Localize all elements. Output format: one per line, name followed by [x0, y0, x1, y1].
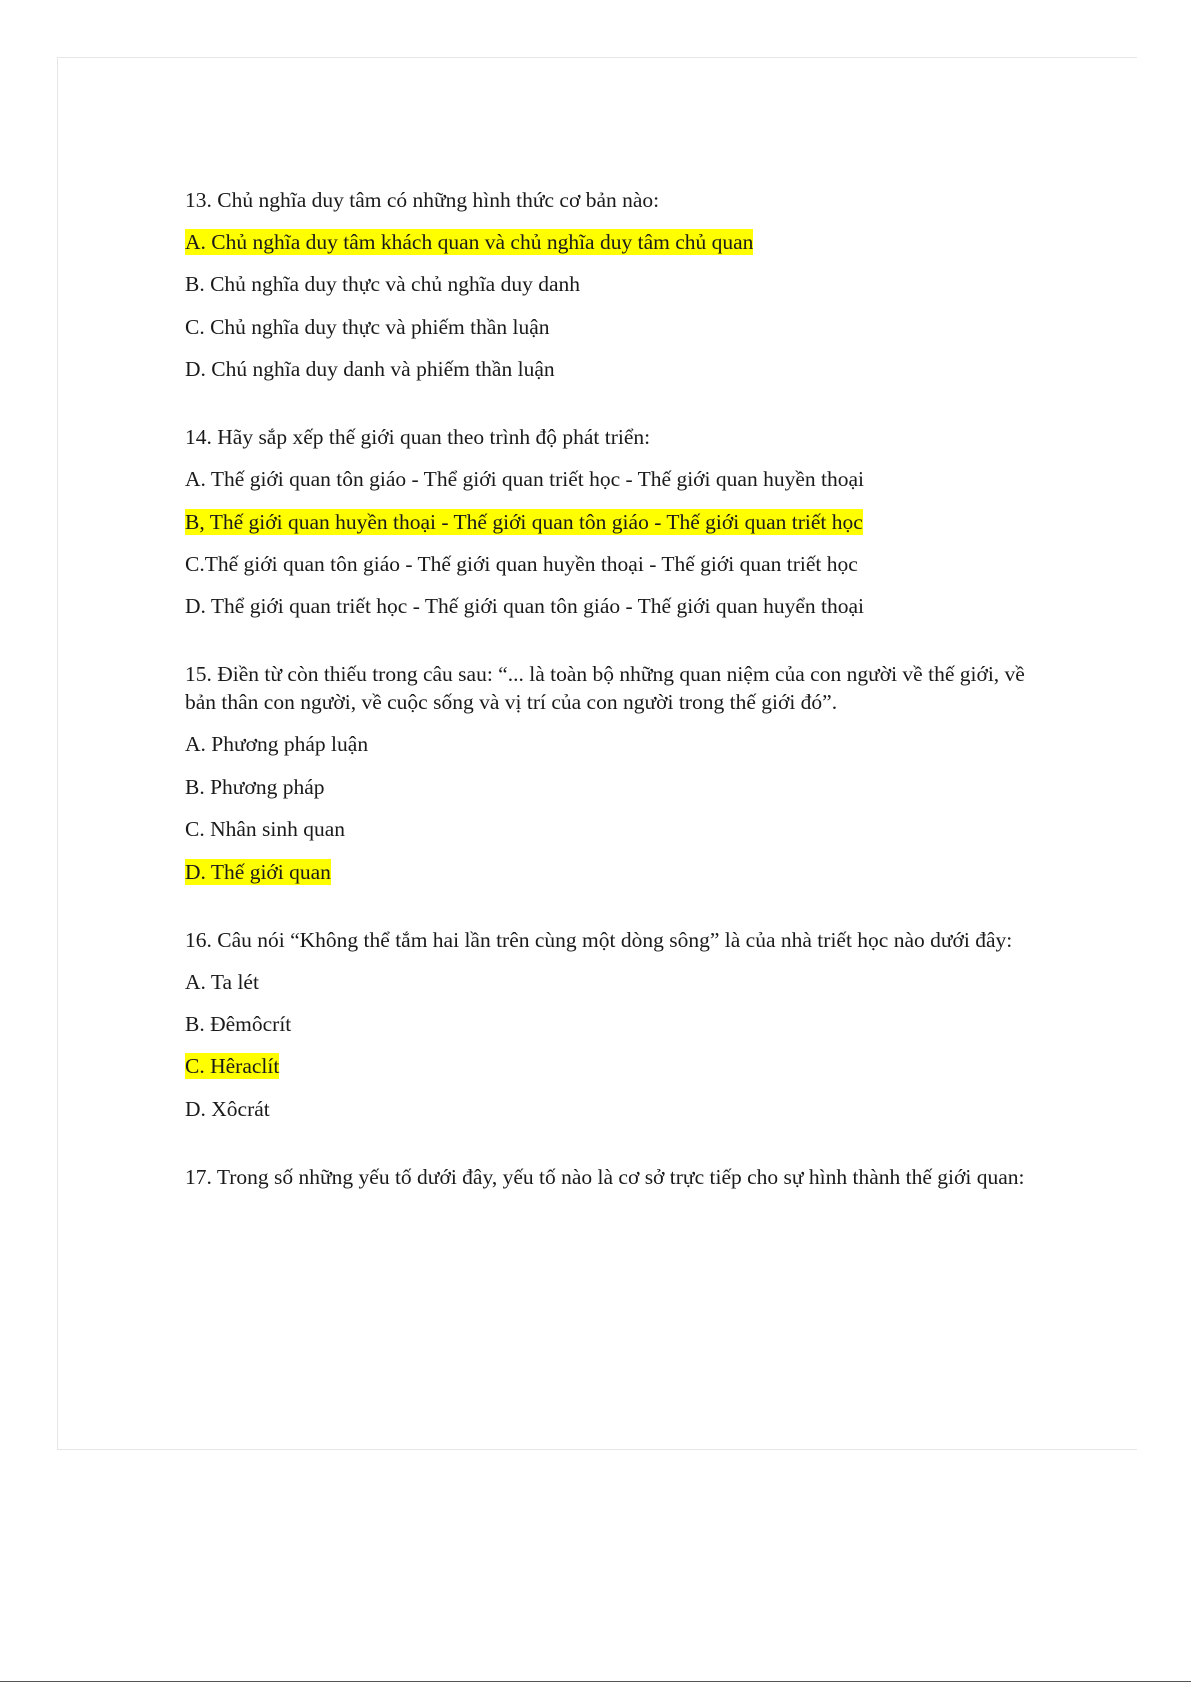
- option-text: D. Thế giới quan: [185, 859, 331, 884]
- option-b: [185, 773, 1045, 801]
- option-c: [185, 550, 1045, 578]
- option-text: B, Thế giới quan huyền thoại - Thế giới quan tôn giáo - Thế giới quan triết học: [185, 509, 863, 534]
- option-a: [185, 228, 1045, 256]
- option-a: [185, 465, 1045, 493]
- question-text: 16. Câu nói “Không thể tắm hai lần trên cùng một dòng sông” là của nhà triết học nào dưới đây:: [185, 927, 1013, 952]
- question-text: 17. Trong số những yếu tố dưới đây, yếu tố nào là cơ sở trực tiếp cho sự hình thành thế giới quan:: [185, 1164, 1025, 1189]
- option-b: [185, 1010, 1045, 1038]
- option-text: D. Chú nghĩa duy danh và phiếm thần luận: [185, 357, 555, 382]
- option-text: D. Xôcrát: [185, 1096, 270, 1121]
- bottom-divider: [0, 1681, 1191, 1682]
- option-text: A. Ta lét: [185, 969, 259, 994]
- option-d: [185, 1095, 1045, 1123]
- document-page: [57, 57, 1137, 1450]
- option-text: A. Thế giới quan tôn giáo - Thể giới quan triết học - Thế giới quan huyền thoại: [185, 467, 864, 492]
- option-text: C.Thế giới quan tôn giáo - Thế giới quan huyền thoại - Thế giới quan triết học: [185, 551, 858, 576]
- option-b: [185, 508, 1045, 536]
- question-15: [185, 660, 1045, 885]
- question-text: 13. Chủ nghĩa duy tâm có những hình thức cơ bản nào:: [185, 188, 660, 212]
- option-text: A. Chủ nghĩa duy tâm khách quan và chủ nghĩa duy tâm chủ quan: [185, 230, 754, 254]
- option-c: [185, 1052, 1045, 1080]
- question-17: [185, 1163, 1045, 1191]
- option-text: A. Phương pháp luận: [185, 732, 369, 757]
- option-d: [185, 592, 1045, 620]
- option-c: [185, 815, 1045, 843]
- option-text: B. Phương pháp: [185, 774, 325, 799]
- option-text: B. Chủ nghĩa duy thực và chủ nghĩa duy danh: [185, 272, 581, 297]
- question-16: [185, 926, 1045, 1123]
- question-13: [185, 186, 1045, 383]
- question-text: 15. Điền từ còn thiếu trong câu sau: “... là toàn bộ những quan niệm của con người về thế giới, về bản thân con người, về cuộc sống và vị trí của con người trong thế giới đó”.: [185, 662, 1025, 715]
- quiz-content: [185, 186, 1045, 1231]
- option-text: B. Đêmôcrít: [185, 1011, 292, 1036]
- option-text: C. Chủ nghĩa duy thực và phiếm thần luận: [185, 314, 550, 339]
- option-text: C. Hêraclít: [185, 1054, 280, 1079]
- option-a: [185, 968, 1045, 996]
- option-d: [185, 858, 1045, 886]
- option-text: D. Thể giới quan triết học - Thế giới quan tôn giáo - Thế giới quan huyển thoại: [185, 594, 864, 619]
- option-a: [185, 730, 1045, 758]
- option-text: C. Nhân sinh quan: [185, 817, 346, 842]
- option-c: [185, 313, 1045, 341]
- question-text: 14. Hãy sắp xếp thế giới quan theo trình độ phát triển:: [185, 425, 651, 450]
- option-d: [185, 355, 1045, 383]
- question-14: [185, 423, 1045, 620]
- option-b: [185, 270, 1045, 298]
